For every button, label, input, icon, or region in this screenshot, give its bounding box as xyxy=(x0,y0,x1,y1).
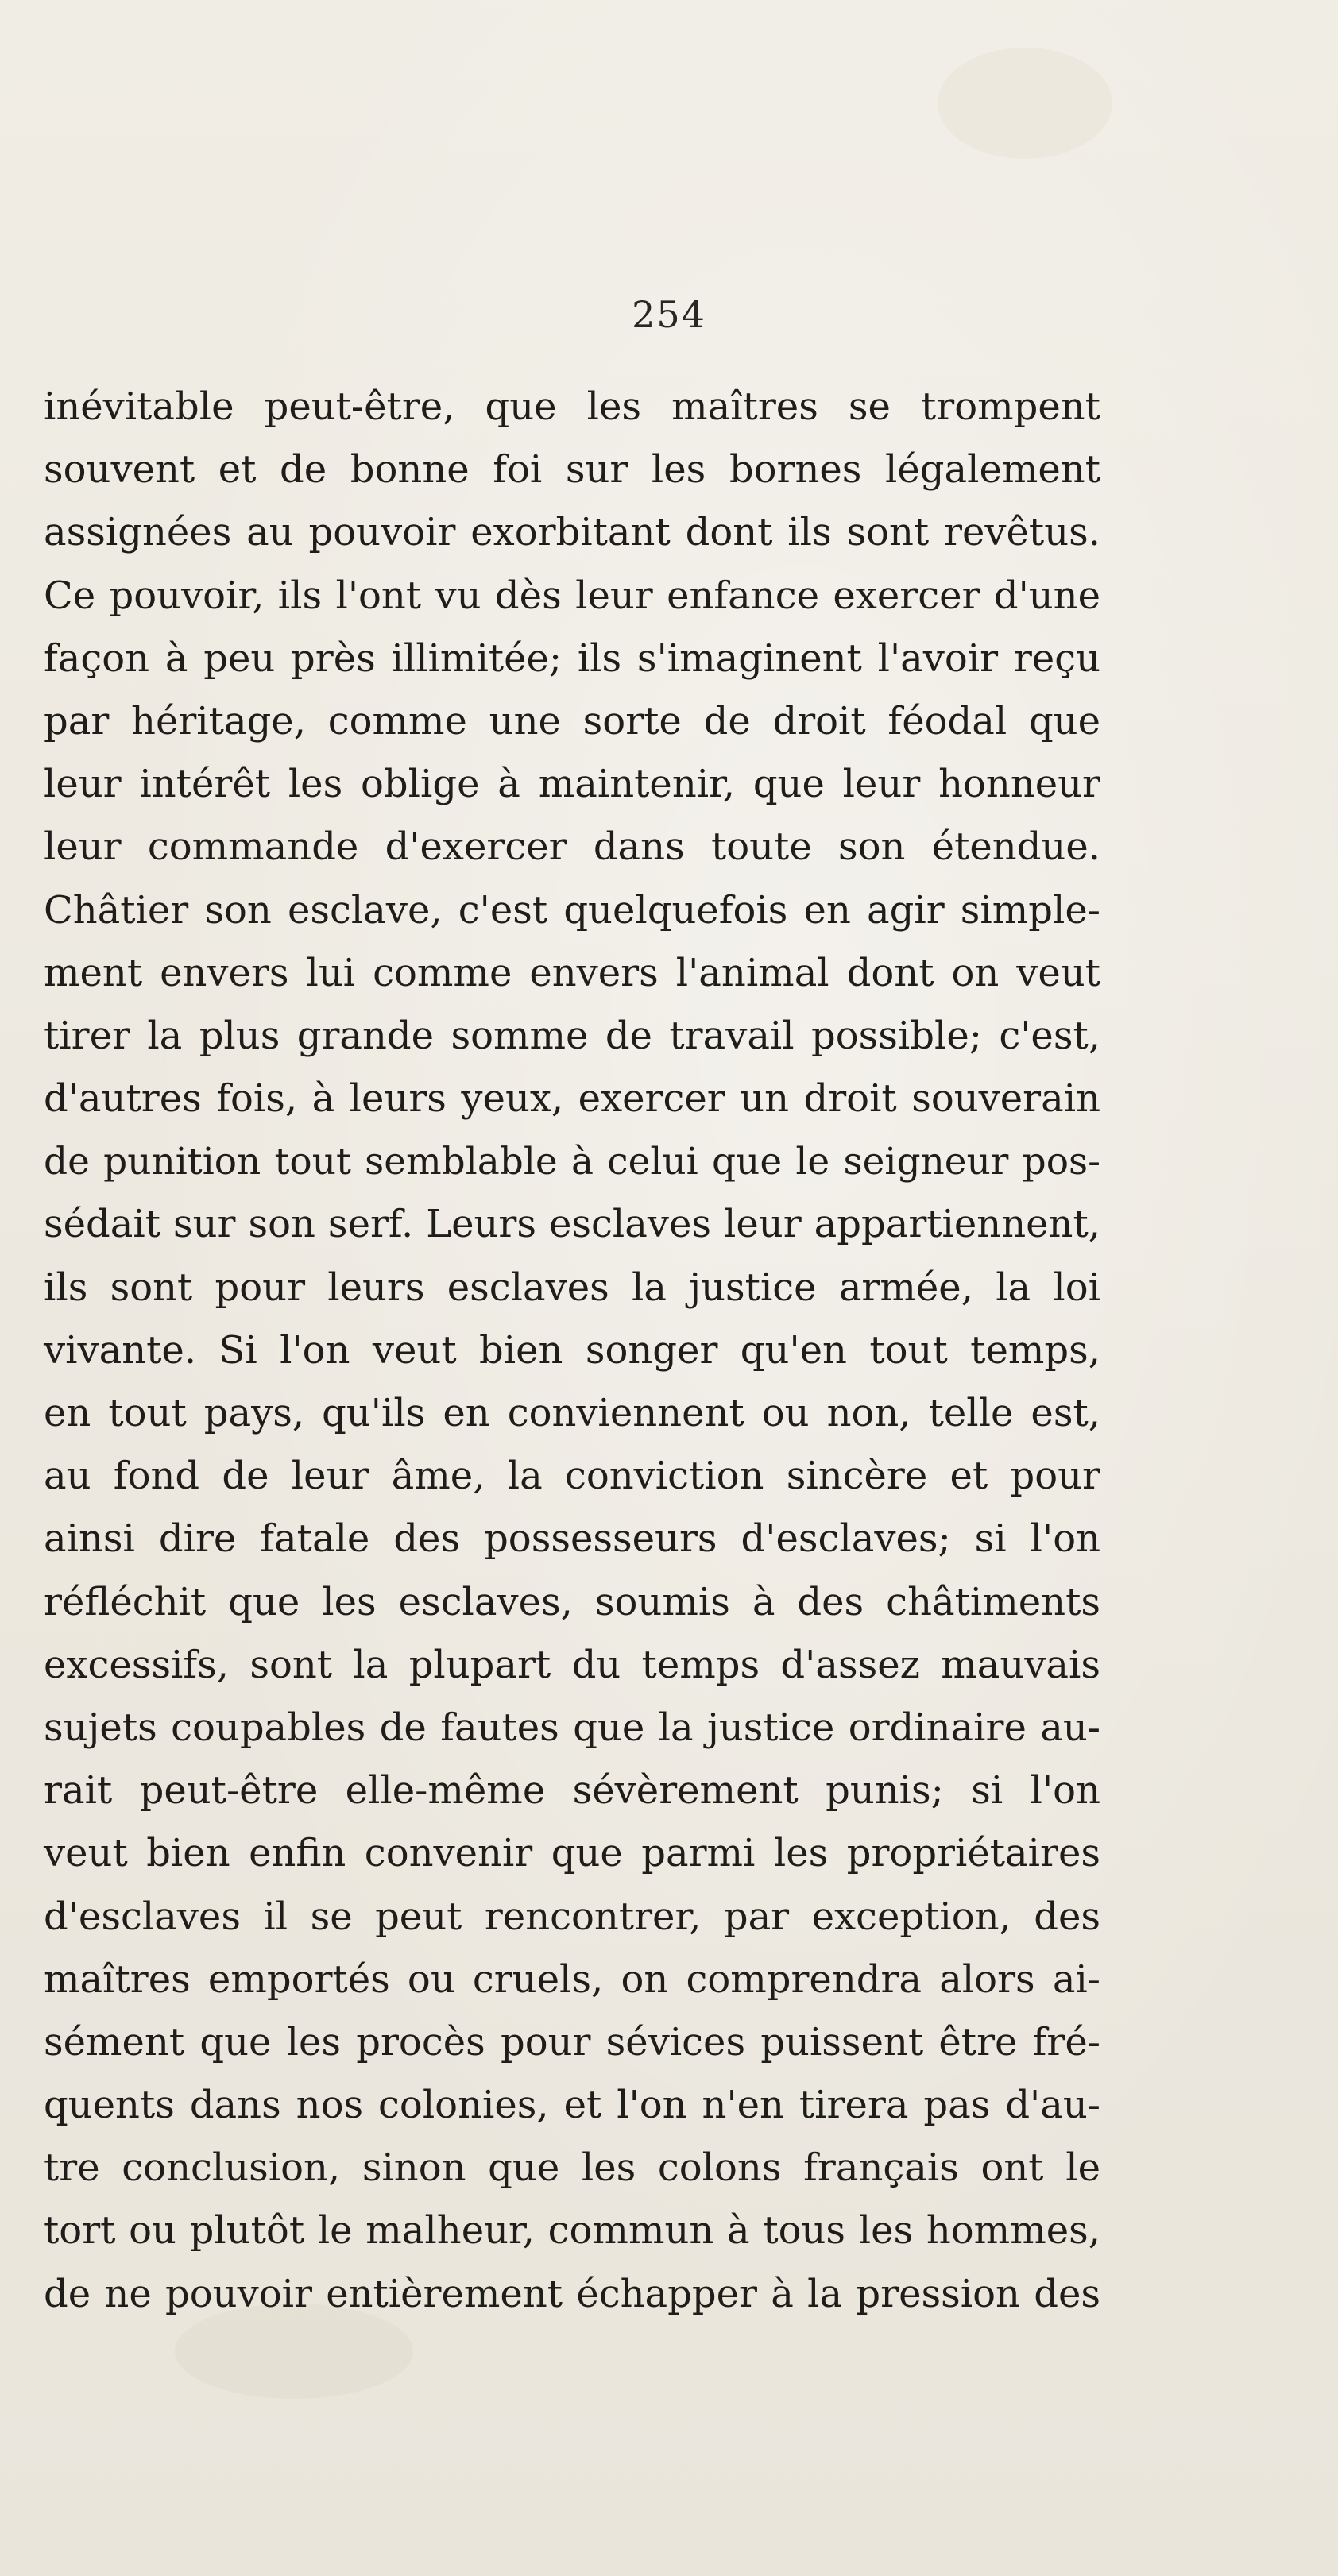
text-line: ils sont pour leurs esclaves la justice armée, la loi xyxy=(44,1265,1100,1310)
text-line: au fond de leur âme, la conviction sincère et pour xyxy=(44,1454,1100,1499)
body-text xyxy=(44,376,1100,2326)
text-line: ainsi dire fatale des possesseurs d'esclaves; si l'on xyxy=(44,1516,1100,1562)
text-line: Ce pouvoir, ils l'ont vu dès leur enfance exercer d'une xyxy=(44,573,1100,618)
paper-stain xyxy=(938,48,1112,159)
text-line: façon à peu près illimitée; ils s'imaginent l'avoir reçu xyxy=(44,635,1100,681)
text-line: réfléchit que les esclaves, soumis à des châtiments xyxy=(44,1579,1100,1624)
text-line: de ne pouvoir entièrement échapper à la pression des xyxy=(44,2271,1100,2316)
text-line: par héritage, comme une sorte de droit féodal que xyxy=(44,698,1100,743)
text-line: quents dans nos colonies, et l'on n'en tirera pas d'au- xyxy=(44,2083,1100,2128)
text-line: en tout pays, qu'ils en conviennent ou non, telle est, xyxy=(44,1391,1100,1435)
text-line: inévitable peut-être, que les maîtres se trompent xyxy=(44,384,1100,429)
text-line: d'esclaves il se peut rencontrer, par exception, des xyxy=(44,1894,1100,1939)
text-line: leur intérêt les oblige à maintenir, que leur honneur xyxy=(44,762,1100,807)
text-line: sédait sur son serf. Leurs esclaves leur appartiennent, xyxy=(44,1202,1100,1247)
text-line: de punition tout semblable à celui que le seigneur pos- xyxy=(44,1140,1100,1184)
text-line: tort ou plutôt le malheur, commun à tous les hommes, xyxy=(44,2208,1100,2254)
page-number: 254 xyxy=(632,293,706,336)
text-line: d'autres fois, à leurs yeux, exercer un droit souverain xyxy=(44,1076,1100,1122)
text-line: tre conclusion, sinon que les colons français ont le xyxy=(44,2145,1100,2191)
text-line: tirer la plus grande somme de travail possible; c'est, xyxy=(44,1013,1100,1058)
text-line: excessifs, sont la plupart du temps d'assez mauvais xyxy=(44,1642,1100,1687)
text-line: maîtres emportés ou cruels, on comprendra alors ai- xyxy=(44,1956,1100,2002)
text-line: sément que les procès pour sévices puissent être fré- xyxy=(44,2019,1100,2064)
text-line: sujets coupables de fautes que la justice ordinaire au- xyxy=(44,1705,1100,1750)
text-line: ment envers lui comme envers l'animal dont on veut xyxy=(44,950,1100,995)
text-line: Châtier son esclave, c'est quelquefois en agir simple- xyxy=(44,887,1100,933)
text-line: vivante. Si l'on veut bien songer qu'en tout temps, xyxy=(44,1327,1100,1373)
text-line: leur commande d'exercer dans toute son étendue. xyxy=(44,825,1100,870)
text-line: souvent et de bonne foi sur les bornes légalement xyxy=(44,447,1100,492)
text-line: veut bien enfin convenir que parmi les propriétaires xyxy=(44,1831,1100,1876)
text-line: assignées au pouvoir exorbitant dont ils sont revêtus. xyxy=(44,510,1100,555)
text-line: rait peut-être elle-même sévèrement punis; si l'on xyxy=(44,1768,1100,1813)
